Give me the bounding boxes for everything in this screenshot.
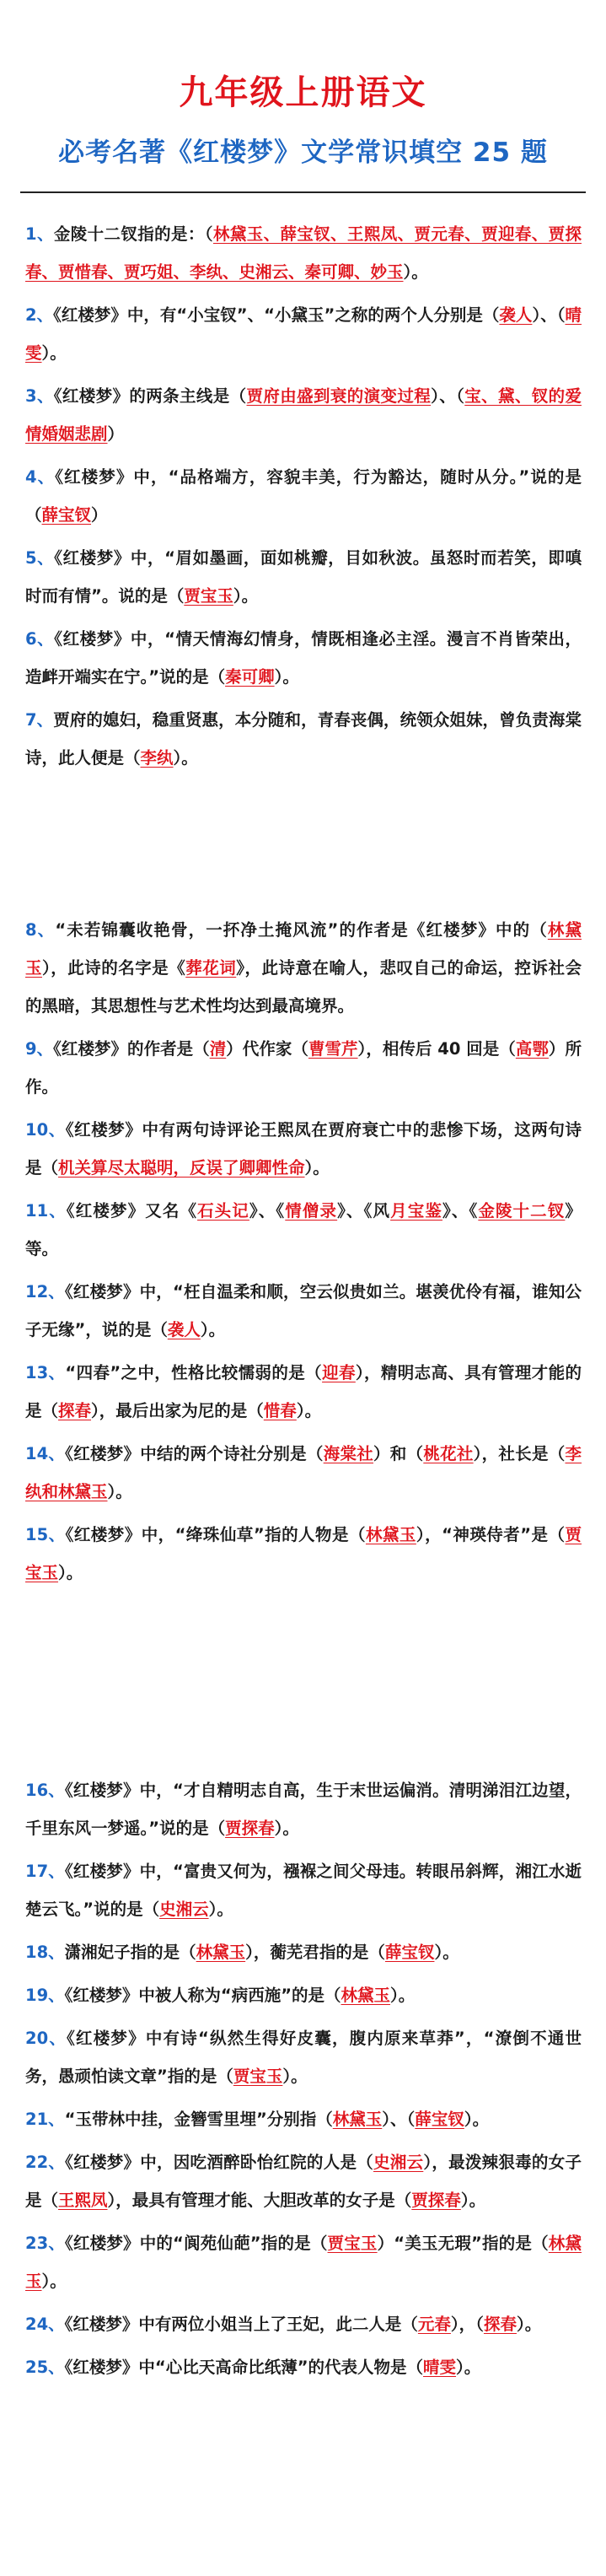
question-item — [25, 620, 582, 696]
question-text: ）。 — [460, 2191, 486, 2210]
question-number: 25、 — [25, 2358, 65, 2377]
question-text: ），精明志高、具有管理才能的是（ — [25, 1363, 582, 1420]
question-text: 《红楼梦》中被人称为“病西施”的是（ — [64, 1986, 341, 2005]
answer-text: 清 — [209, 1039, 227, 1059]
question-number: 5、 — [25, 548, 55, 568]
answer-text: 贾探春 — [411, 2191, 461, 2210]
question-item — [25, 1111, 582, 1187]
question-number: 14、 — [25, 1444, 66, 1463]
question-group-1 — [25, 215, 582, 782]
question-text: ）。 — [41, 343, 67, 363]
question-text: ）。 — [58, 1563, 83, 1582]
question-item — [25, 701, 582, 777]
question-number: 13、 — [25, 1363, 66, 1382]
question-text: ）。 — [274, 667, 299, 687]
answer-text: 探春 — [58, 1401, 92, 1420]
question-text: 《红楼梦》中结的两个诗社分别是（ — [65, 1444, 324, 1463]
answer-text: 机关算尽太聪明，反误了卿卿性命 — [58, 1158, 305, 1178]
question-number: 19、 — [25, 1986, 65, 2005]
answer-text: 贾宝玉 — [184, 586, 233, 606]
question-item — [25, 1030, 582, 1106]
question-text: ）。 — [296, 1401, 322, 1420]
answer-text: 薛宝钗 — [415, 2110, 464, 2129]
question-text: 《红楼梦》中，“枉自温柔和顺，空云似贵如兰。堪羡优伶有福，谁知公子无缘”，说的是（ — [25, 1282, 582, 1339]
question-text: ）。 — [456, 2358, 481, 2377]
answer-text: 宝、黛、钗的爱情婚姻悲剧 — [25, 386, 582, 444]
question-text: “玉带林中挂，金簪雪里埋”分别指（ — [64, 2110, 333, 2129]
answer-text: 惜春 — [263, 1401, 297, 1420]
question-text: 《红楼梦》中有两句诗评论王熙凤在贾府衰亡中的悲惨下场，这两句诗是（ — [25, 1120, 582, 1178]
question-text: ）。 — [516, 2315, 542, 2334]
question-group-2 — [25, 911, 582, 1597]
question-number: 15、 — [25, 1525, 66, 1544]
answer-text: 贾探春 — [225, 1819, 275, 1838]
question-item — [25, 2100, 582, 2138]
answer-text: 葬花词 — [185, 958, 237, 978]
question-text: ）。 — [200, 1320, 226, 1339]
answer-text: 海棠社 — [323, 1444, 373, 1463]
question-text: 《红楼梦》中，“绛珠仙草”指的人物是（ — [65, 1525, 366, 1544]
answer-text: 情僧录 — [285, 1201, 338, 1221]
question-text: 金陵十二钗指的是：（ — [53, 224, 213, 244]
question-item — [25, 1192, 582, 1268]
question-text: ） — [91, 505, 108, 525]
question-text: ）、（ — [532, 305, 566, 325]
question-text: 《红楼梦》又名《 — [66, 1201, 198, 1221]
question-number: 16、 — [25, 1781, 65, 1800]
question-number: 12、 — [25, 1282, 65, 1301]
question-number: 20、 — [25, 2029, 67, 2048]
question-item — [25, 1933, 582, 1971]
answer-text: 林黛玉 — [196, 1943, 246, 1962]
question-text: ）所作。 — [25, 1039, 582, 1097]
answer-text: 贾宝玉 — [233, 2067, 283, 2086]
question-item — [25, 215, 582, 291]
question-text: 》、《风 — [337, 1201, 391, 1221]
answer-text: 王熙凤 — [58, 2191, 108, 2210]
question-item — [25, 1852, 582, 1928]
question-item — [25, 539, 582, 615]
question-number: 18、 — [25, 1943, 65, 1962]
question-text: ），社长是（ — [473, 1444, 566, 1463]
question-text: “四春”之中，性格比较懦弱的是（ — [65, 1363, 323, 1382]
answer-text: 李纨和林黛玉 — [25, 1444, 582, 1501]
question-number: 6、 — [25, 629, 55, 649]
answer-text: 迎春 — [322, 1363, 356, 1382]
question-item — [25, 377, 582, 453]
question-item — [25, 1516, 582, 1592]
answer-text: 史湘云 — [373, 2153, 424, 2172]
question-text: ） — [107, 424, 125, 444]
question-text: ）。 — [282, 2067, 308, 2086]
answer-text: 林黛玉 — [365, 1525, 416, 1544]
question-text: 贾府的媳妇，稳重贤惠，本分随和，青春丧偶，统领众姐妹，曾负责海棠诗，此人便是（ — [25, 710, 582, 768]
question-number: 24、 — [25, 2315, 65, 2334]
question-text: 《红楼梦》中，“品格端方，容貌丰美，行为豁达，随时从分。”说的是（ — [25, 467, 582, 525]
question-text: 《红楼梦》中，“富贵又何为，襁褓之间父母违。转眼吊斜辉，湘江水逝楚云飞。”说的是（ — [25, 1862, 582, 1919]
question-text: ），最后出家为尼的是（ — [91, 1401, 264, 1420]
answer-text: 袭人 — [167, 1320, 201, 1339]
question-text: 《红楼梦》中，“才自精明志自高，生于末世运偏消。清明涕泪江边望，千里东风一梦遥。”说的是（ — [25, 1781, 582, 1838]
question-text: 《红楼梦》中，因吃酒醉卧怡红院的人是（ — [65, 2153, 373, 2172]
question-item — [25, 911, 582, 1025]
question-item — [25, 2305, 582, 2343]
question-text: ），蘅芜君指的是（ — [245, 1943, 385, 1962]
answer-text: 石头记 — [197, 1201, 249, 1221]
answer-text: 秦可卿 — [225, 667, 275, 687]
question-text: ）。 — [390, 1986, 416, 2005]
question-text: 《红楼梦》的两条主线是（ — [53, 386, 247, 406]
question-text: ）、（ — [382, 2110, 416, 2129]
question-text: ），最具有管理才能、大胆改革的女子是（ — [107, 2191, 412, 2210]
question-number: 3、 — [25, 386, 54, 406]
header-divider — [20, 191, 586, 193]
answer-text: 金陵十二钗 — [478, 1201, 566, 1221]
answer-text: 曹雪芹 — [308, 1039, 358, 1059]
answer-text: 贾宝玉 — [327, 2234, 378, 2253]
question-item — [25, 1976, 582, 2014]
question-text: ）、（ — [431, 386, 465, 406]
answer-text: 晴雯 — [25, 305, 582, 363]
question-text: ），最泼辣狠毒的女子是（ — [25, 2153, 582, 2210]
question-text: 《红楼梦》中，“眉如墨画，面如桃瓣，目如秋波。虽怒时而若笑，即嗔时而有情”。说的是（ — [25, 548, 582, 606]
question-number: 11、 — [25, 1201, 67, 1221]
answer-text: 林黛玉 — [25, 920, 582, 978]
answer-text: 月宝鉴 — [390, 1201, 442, 1221]
question-text: ），（ — [450, 2315, 484, 2334]
question-text: 》，此诗意在喻人，悲叹自己的命运，控诉社会的黑暗，其思想性与艺术性均达到最高境界。 — [25, 958, 582, 1016]
question-text: 《红楼梦》中的“阆苑仙葩”指的是（ — [65, 2234, 328, 2253]
question-item — [25, 1354, 582, 1430]
question-number: 22、 — [25, 2153, 66, 2172]
answer-text: 贾府由盛到衰的演变过程 — [246, 386, 432, 406]
question-text: ）。 — [434, 1943, 459, 1962]
question-text: ）。 — [41, 2272, 67, 2291]
answer-text: 林黛玉 — [25, 2234, 582, 2291]
question-text: “未若锦囊收艳骨，一抔净土掩风流”的作者是《红楼梦》中的（ — [55, 920, 548, 940]
question-number: 2、 — [25, 305, 54, 325]
answer-text: 晴雯 — [423, 2358, 457, 2377]
question-text: ）和（ — [373, 1444, 424, 1463]
question-item — [25, 1771, 582, 1847]
answer-text: 史湘云 — [159, 1900, 209, 1919]
question-item — [25, 2143, 582, 2219]
question-text: ）。 — [464, 2110, 490, 2129]
question-item — [25, 2348, 582, 2386]
question-text: ）。 — [208, 1900, 233, 1919]
page-title: 九年级上册语文 — [179, 73, 427, 112]
answer-text: 林黛玉 — [332, 2110, 383, 2129]
answer-text: 桃花社 — [423, 1444, 474, 1463]
answer-text: 薛宝钗 — [384, 1943, 435, 1962]
question-text: 《红楼梦》的作者是（ — [53, 1039, 210, 1059]
answer-text: 元春 — [417, 2315, 451, 2334]
answer-text: 李纨 — [140, 748, 174, 768]
answer-text: 高鄂 — [515, 1039, 549, 1059]
question-text: ），相传后 40 回是（ — [357, 1039, 516, 1059]
question-item — [25, 2224, 582, 2300]
question-text: ），此诗的名字是《 — [42, 958, 186, 978]
page-subtitle: 必考名著《红楼梦》文学常识填空 25 题 — [58, 137, 548, 168]
question-text: 《红楼梦》中，“情天情海幻情身，情既相逢必主淫。漫言不肖皆荣出，造衅开端实在宁。”说的是（ — [25, 629, 582, 687]
question-text: ）。 — [107, 1482, 132, 1501]
question-item — [25, 1435, 582, 1511]
question-text: 《红楼梦》中，有“小宝钗”、“小黛玉”之称的两个人分别是（ — [53, 305, 500, 325]
question-text: ）。 — [304, 1158, 330, 1178]
question-text: 》、《 — [442, 1201, 479, 1221]
question-text: 潇湘妃子指的是（ — [64, 1943, 196, 1962]
question-text: 《红楼梦》中“心比天高命比纸薄”的代表人物是（ — [64, 2358, 424, 2377]
question-number: 21、 — [25, 2110, 65, 2129]
answer-text: 薛宝钗 — [41, 505, 92, 525]
question-number: 7、 — [25, 710, 54, 730]
question-text: 《红楼梦》中有诗“纵然生得好皮囊，腹内原来草莽”，“潦倒不通世务，愚顽怕读文章”指的是（ — [25, 2029, 582, 2086]
question-text: ）。 — [233, 586, 259, 606]
answer-text: 贾宝玉 — [25, 1525, 582, 1582]
answer-text: 探春 — [483, 2315, 517, 2334]
question-text: 》等。 — [25, 1201, 582, 1258]
question-number: 9、 — [25, 1039, 54, 1059]
question-number: 23、 — [25, 2234, 66, 2253]
answer-text: 袭人 — [499, 305, 533, 325]
question-number: 10、 — [25, 1120, 66, 1140]
question-text: ）。 — [274, 1819, 299, 1838]
question-text: ）。 — [403, 262, 428, 282]
question-item — [25, 458, 582, 534]
question-number: 1、 — [25, 224, 54, 244]
question-item — [25, 296, 582, 372]
question-text: ）。 — [173, 748, 198, 768]
answer-text: 林黛玉 — [341, 1986, 391, 2005]
question-number: 8、 — [25, 920, 56, 940]
question-text: ）“美玉无瑕”指的是（ — [377, 2234, 549, 2253]
question-text: ），“神瑛侍者”是（ — [416, 1525, 566, 1544]
question-group-3 — [25, 1771, 582, 2391]
question-text: 》、《 — [249, 1201, 286, 1221]
answer-text: 林黛玉、薛宝钗、王熙凤、贾元春、贾迎春、贾探春、贾惜春、贾巧姐、李纨、史湘云、秦可卿、妙玉 — [25, 224, 582, 282]
question-item — [25, 1273, 582, 1349]
question-number: 4、 — [25, 467, 56, 487]
question-text: 《红楼梦》中有两位小姐当上了王妃，此二人是（ — [64, 2315, 418, 2334]
question-number: 17、 — [25, 1862, 65, 1881]
question-item — [25, 2019, 582, 2095]
question-text: ）代作家（ — [226, 1039, 308, 1059]
